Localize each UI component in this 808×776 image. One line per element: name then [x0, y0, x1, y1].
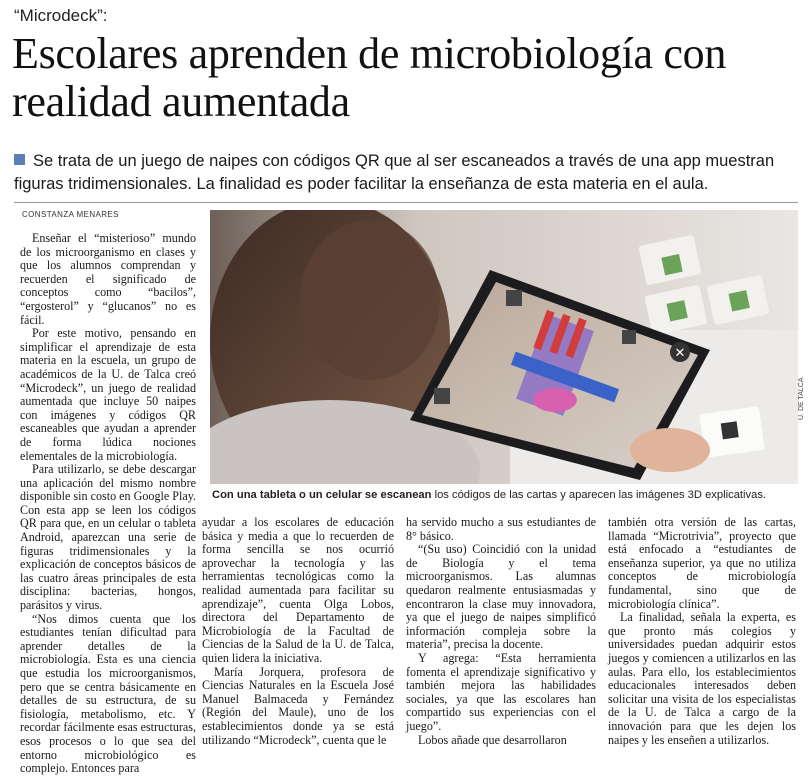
deck: [14, 150, 798, 196]
headline: Escolares aprenden de microbiología con realidad aumentada: [12, 29, 727, 126]
square-bullet-icon: [14, 154, 25, 165]
paragraph: Por este motivo, pensando en simplificar el aprendizaje de esta materia en la escuela, un grupo de académicos de la U. de Talca creó “Microdeck”, un juego de realidad aumentada que incluye 50 naipes con imágenes y códigos QR escaneables que ayudan a aprender de forma lúdica nociones elementales de la microbiología.: [20, 326, 196, 463]
paragraph: Enseñar el “misterioso” mundo de los microorganismo en clases y que los alumnos comprendan y recuerden el significado de conceptos como “bacilos”, “ergosterol” y “glucanos” no es fácil.: [20, 231, 196, 327]
column-3: [406, 516, 596, 747]
photo-caption: [212, 488, 800, 502]
close-icon: ✕: [674, 345, 686, 360]
deck-text: Se trata de un juego de naipes con códigos QR que al ser escaneados a través de una app muestran figuras tridimensionales. La finalidad es poder facilitar la enseñanza de esta materia en el aula.: [14, 152, 775, 193]
paragraph: Y agrega: “Esta herramienta fomenta el aprendizaje significativo y también mejora las habilidades sociales, ya que las escolares han compartido sus experiencias con el juego”.: [406, 650, 596, 733]
column-4: [608, 516, 796, 747]
photo-credit: U. DE TALCA: [798, 377, 805, 420]
paragraph: ayudar a los escolares de educación básica y media a que lo recuerden de forma sencilla se nos ocurrió aprovechar la tecnología y las herramientas tecnológicas como la realidad aumentada para facilitar su aprendizaje”, cuenta Olga Lobos, directora del Departamento de Microbiología de la Facultad de Ciencias de la Salud de la U. de Talca, quien lidera la iniciativa.: [202, 515, 394, 665]
caption-bold: Con una tableta o un celular se escanean: [212, 489, 432, 501]
photo-illustration: [210, 210, 798, 484]
paragraph: también otra versión de las cartas, llamada “Microtrivia”, proyecto que está enfocado a “estudiantes de enseñanza superior, ya que no utiliza conceptos de microbiología fundamental, sino que de microbiología clínica”.: [608, 515, 796, 611]
kicker: “Microdeck”:: [14, 6, 108, 25]
paragraph: “(Su uso) Coincidió con la unidad de Biología y el tema microorganismos. Las alumnas quedaron realmente entusiasmadas y encontraron la clase muy innovadora, ya que el juego de naipes simplificó información compleja sobre la materia”, precisa la docente.: [406, 542, 596, 652]
divider: [14, 202, 798, 203]
paragraph: Lobos añade que desarrollaron: [418, 732, 567, 747]
column-2: [202, 516, 394, 747]
byline: CONSTANZA MENARES: [22, 210, 119, 219]
caption-rest: los códigos de las cartas y aparecen las imágenes 3D explicativas.: [431, 489, 767, 501]
paragraph: “Nos dimos cuenta que los estudiantes tenían dificultad para aprender detalles de la microbiología. Esta es una ciencia que estudia los microorganismos, pero que se centra básicamente en detalles de su estructura, de su fisiología, metabolismo, etc. Y recordar fácilmente esas estructuras, esos procesos o lo que sea del entorno microbiológico es complejo. Entonces para: [20, 611, 196, 776]
paragraph: La finalidad, señala la experta, es que pronto más colegios y universidades puedan adquirir estos juegos y comiencen a utilizarlos en las aulas. Para ello, los establecimientos educacionales interesados deben solicitar una visita de los especialistas de la U. de Talca a cargo de la innovación para que les dejen los naipes y les enseñen a utilizarlos.: [608, 610, 796, 747]
paragraph: ha servido mucho a sus estudiantes de 8° básico.: [406, 515, 596, 543]
column-1: [20, 232, 196, 776]
article-photo: [210, 210, 798, 484]
paragraph: María Jorquera, profesora de Ciencias Naturales en la Escuela José Manuel Balmaceda y Fernández (Región del Maule), uno de los establecimientos donde ya se está utilizando “Microdeck”, cuenta que le: [202, 664, 394, 747]
paragraph: Para utilizarlo, se debe descargar una aplicación del mismo nombre disponible sin costo en Google Play. Con esta app se leen los códigos QR para que, en un celular o tableta Android, aparezcan una serie de figuras tridimensionales y la explicación de conceptos básicos de las cuatro áreas principales de esta disciplina: bacterias, hongos, parásitos y virus.: [20, 462, 196, 613]
